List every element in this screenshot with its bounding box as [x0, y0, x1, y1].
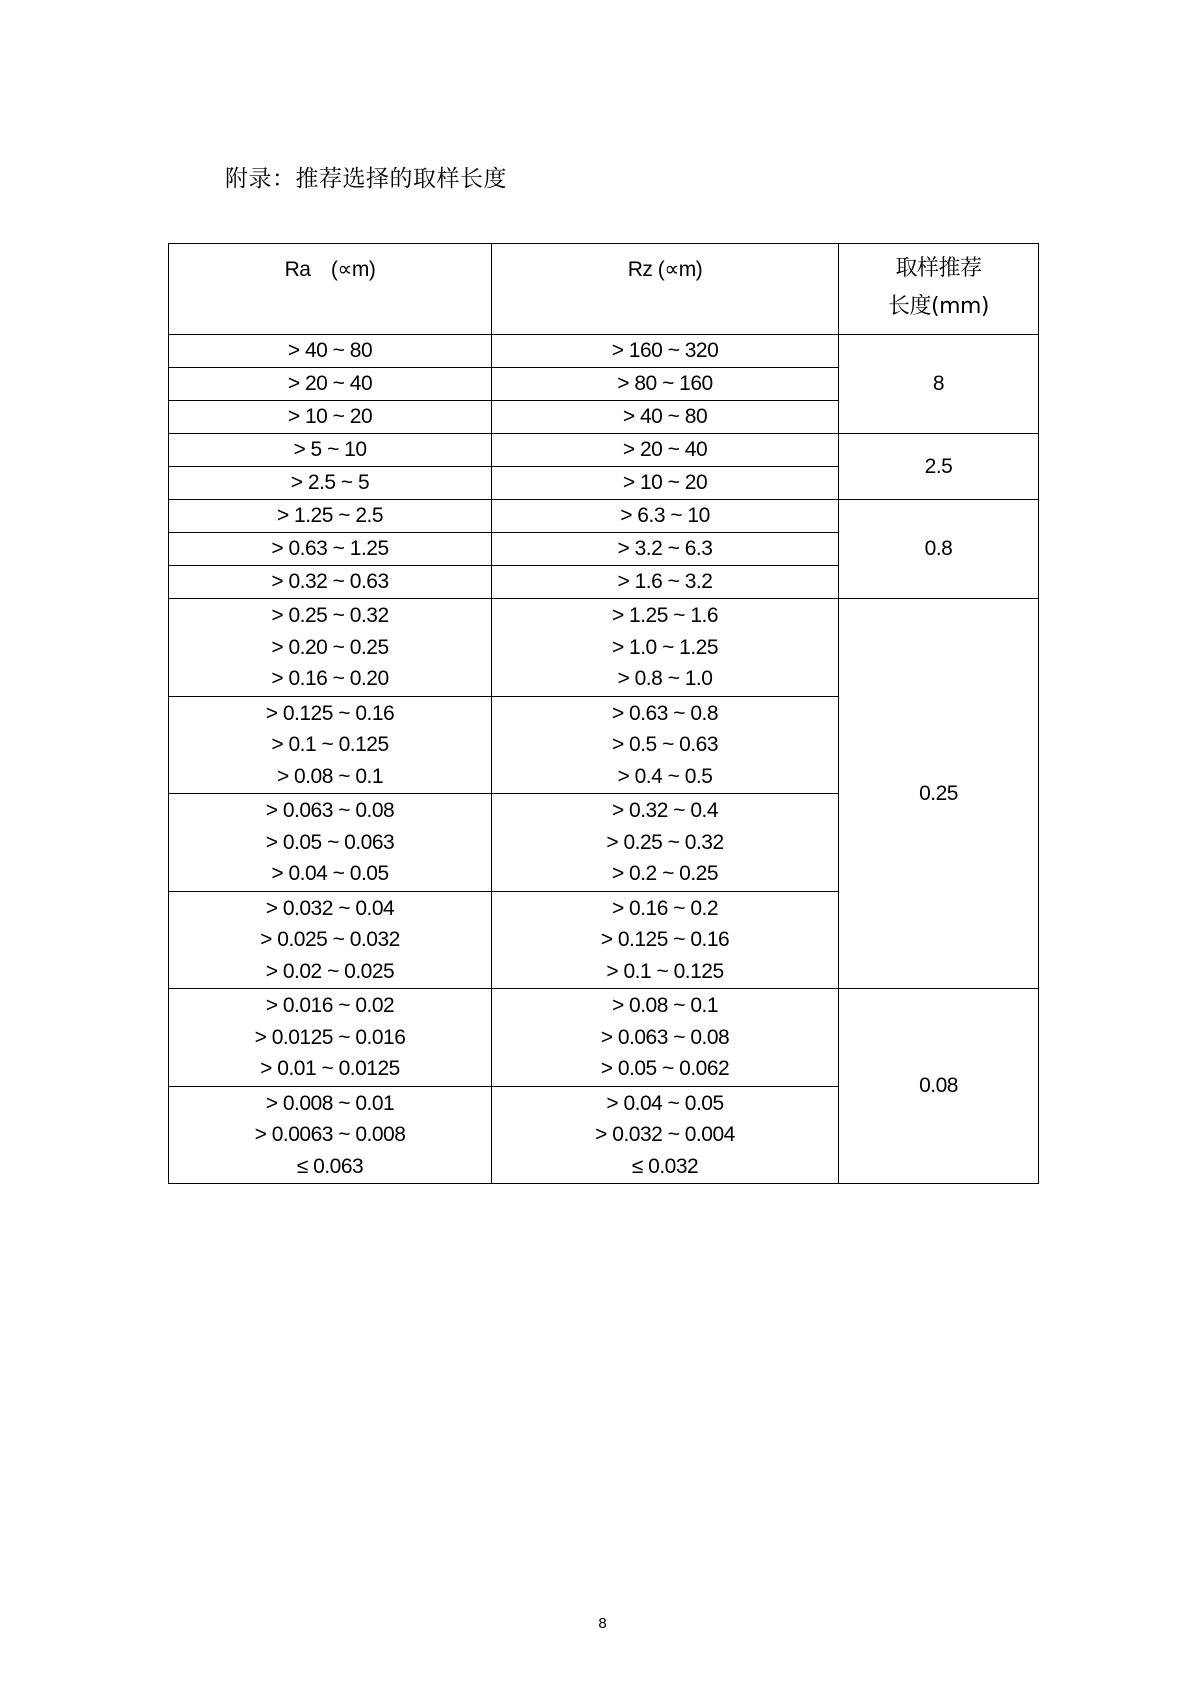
- rz-cell: [492, 989, 839, 1087]
- ra-cell: [169, 989, 492, 1087]
- rz-value: > 0.5 ~ 0.63: [611, 733, 719, 756]
- rz-value: > 1.25 ~ 1.6: [611, 604, 719, 627]
- ra-cell: > 1.25 ~ 2.5: [169, 500, 492, 533]
- table-row: [169, 599, 1039, 697]
- page-number: 8: [598, 1615, 607, 1632]
- table-header-row: [169, 244, 1039, 335]
- ra-value: > 0.20 ~ 0.25: [271, 635, 389, 659]
- ra-cell: [169, 794, 492, 892]
- ra-value: > 0.025 ~ 0.032: [260, 928, 400, 951]
- ra-cell: > 2.5 ~ 5: [169, 467, 492, 500]
- ra-value: > 0.04 ~ 0.05: [271, 862, 389, 885]
- rz-value: > 0.063 ~ 0.08: [600, 1025, 730, 1049]
- rz-value: > 0.8 ~ 1.0: [617, 667, 713, 690]
- rz-cell: > 160 ~ 320: [492, 335, 839, 368]
- ra-value: > 0.008 ~ 0.01: [265, 1091, 395, 1115]
- ra-value: > 0.016 ~ 0.02: [265, 994, 395, 1017]
- ra-value: > 0.032 ~ 0.04: [265, 896, 395, 920]
- header-length-line-1: 取样推荐: [895, 256, 982, 281]
- sampling-length-table: [168, 243, 1039, 1184]
- rz-cell: > 6.3 ~ 10: [492, 500, 839, 533]
- ra-cell: [169, 696, 492, 794]
- length-cell: 0.08: [839, 989, 1039, 1184]
- table-row: [169, 500, 1039, 533]
- rz-value: > 0.16 ~ 0.2: [611, 896, 719, 920]
- rz-cell: > 40 ~ 80: [492, 401, 839, 434]
- rz-value: > 0.32 ~ 0.4: [611, 799, 719, 822]
- ra-value: > 0.16 ~ 0.20: [271, 667, 389, 690]
- header-ra: Ra (∝m): [169, 244, 492, 335]
- rz-cell: > 10 ~ 20: [492, 467, 839, 500]
- ra-value: > 0.125 ~ 0.16: [265, 701, 395, 725]
- rz-value: > 1.0 ~ 1.25: [611, 635, 719, 659]
- ra-cell: > 0.63 ~ 1.25: [169, 533, 492, 566]
- page-title: 附录：推荐选择的取样长度: [225, 166, 507, 192]
- rz-value: > 0.04 ~ 0.05: [606, 1091, 724, 1115]
- ra-value: > 0.02 ~ 0.025: [265, 959, 395, 983]
- rz-cell: [492, 891, 839, 989]
- rz-value: > 0.08 ~ 0.1: [611, 994, 719, 1017]
- rz-cell: [492, 794, 839, 892]
- rz-value: ≤ 0.032: [631, 1154, 699, 1178]
- rz-value: > 0.05 ~ 0.062: [600, 1057, 730, 1080]
- ra-value: > 0.05 ~ 0.063: [265, 830, 395, 854]
- ra-value: > 0.0125 ~ 0.016: [254, 1025, 406, 1049]
- header-length-line-2: 长度(mm): [887, 294, 990, 319]
- rz-value: > 0.2 ~ 0.25: [611, 862, 719, 885]
- ra-value: > 0.08 ~ 0.1: [276, 764, 384, 788]
- ra-value: ≤ 0.063: [296, 1154, 364, 1178]
- rz-value: > 0.125 ~ 0.16: [600, 928, 730, 951]
- rz-value: > 0.1 ~ 0.125: [606, 959, 724, 983]
- ra-value: > 0.063 ~ 0.08: [265, 799, 395, 822]
- rz-cell: > 3.2 ~ 6.3: [492, 533, 839, 566]
- rz-value: > 0.63 ~ 0.8: [611, 701, 719, 725]
- header-sampling-length: [839, 244, 1039, 335]
- rz-cell: [492, 696, 839, 794]
- length-cell: 0.8: [839, 500, 1039, 599]
- ra-cell: > 0.32 ~ 0.63: [169, 566, 492, 599]
- ra-cell: > 5 ~ 10: [169, 434, 492, 467]
- rz-cell: > 1.6 ~ 3.2: [492, 566, 839, 599]
- ra-cell: [169, 599, 492, 697]
- rz-value: > 0.032 ~ 0.004: [595, 1123, 735, 1146]
- ra-cell: [169, 891, 492, 989]
- ra-value: > 0.0063 ~ 0.008: [254, 1123, 406, 1146]
- ra-cell: > 10 ~ 20: [169, 401, 492, 434]
- ra-value: > 0.25 ~ 0.32: [271, 604, 389, 627]
- rz-value: > 0.4 ~ 0.5: [617, 764, 713, 788]
- rz-cell: > 20 ~ 40: [492, 434, 839, 467]
- rz-value: > 0.25 ~ 0.32: [606, 830, 724, 854]
- rz-cell: > 80 ~ 160: [492, 368, 839, 401]
- length-cell: 0.25: [839, 599, 1039, 989]
- ra-value: > 0.1 ~ 0.125: [271, 733, 389, 756]
- ra-cell: [169, 1086, 492, 1184]
- rz-cell: [492, 599, 839, 697]
- ra-cell: > 40 ~ 80: [169, 335, 492, 368]
- ra-value: > 0.01 ~ 0.0125: [260, 1057, 400, 1080]
- table-row: [169, 989, 1039, 1087]
- table-row: [169, 335, 1039, 368]
- rz-cell: [492, 1086, 839, 1184]
- table-row: [169, 434, 1039, 467]
- header-rz: Rz (∝m): [492, 244, 839, 335]
- length-cell: 8: [839, 335, 1039, 434]
- length-cell: 2.5: [839, 434, 1039, 500]
- ra-cell: > 20 ~ 40: [169, 368, 492, 401]
